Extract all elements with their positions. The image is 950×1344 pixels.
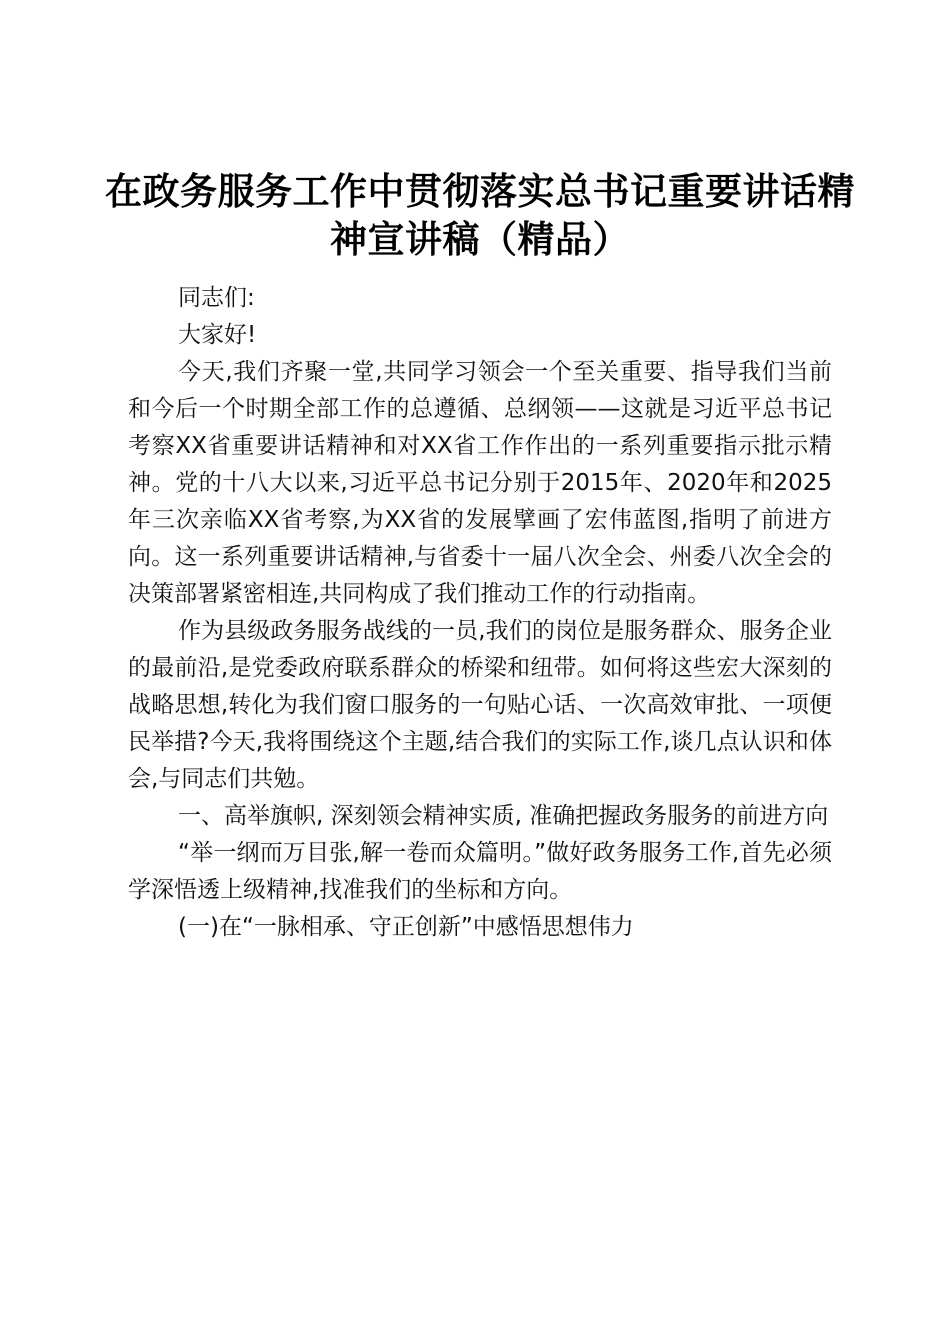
subsection-heading-1: (一)在“一脉相承、守正创新”中感悟思想伟力 xyxy=(178,914,634,940)
paragraph-quote: “举一纲而万目张,解一卷而众篇明。”做好政务服务工作,首先必须学深悟透上级精神,找准我们的坐标和方向。 xyxy=(128,840,832,903)
paragraph-greeting: 大家好! xyxy=(178,322,257,348)
paragraph-role: 作为县级政务服务战线的一员,我们的岗位是服务群众、服务企业的最前沿,是党委政府联系群众的桥梁和纽带。如何将这些宏大深刻的战略思想,转化为我们窗口服务的一句贴心话、一次高效审批、一项便民举措?今天,我将围绕这个主题,结合我们的实际工作,谈几点认识和体会,与同志们共勉。 xyxy=(128,618,832,792)
paragraph-intro: 今天,我们齐聚一堂,共同学习领会一个至关重要、指导我们当前和今后一个时期全部工作的总遵循、总纲领——这就是习近平总书记考察XX省重要讲话精神和对XX省工作作出的一系列重要指示批示精神。党的十八大以来,习近平总书记分别于2015年、2020年和2025年三次亲临XX省考察,为XX省的发展擘画了宏伟蓝图,指明了前进方向。这一系列重要讲话精神,与省委十一届八次全会、州委八次全会的决策部署紧密相连,共同构成了我们推动工作的行动指南。 xyxy=(128,359,832,607)
document-title: 在政务服务工作中贯彻落实总书记重要讲话精神宣讲稿（精品） xyxy=(105,170,855,261)
section-heading-1: 一、高举旗帜, 深刻领会精神实质, 准确把握政务服务的前进方向 xyxy=(178,803,829,829)
paragraph-salutation: 同志们: xyxy=(178,285,255,311)
document-body xyxy=(128,280,832,946)
